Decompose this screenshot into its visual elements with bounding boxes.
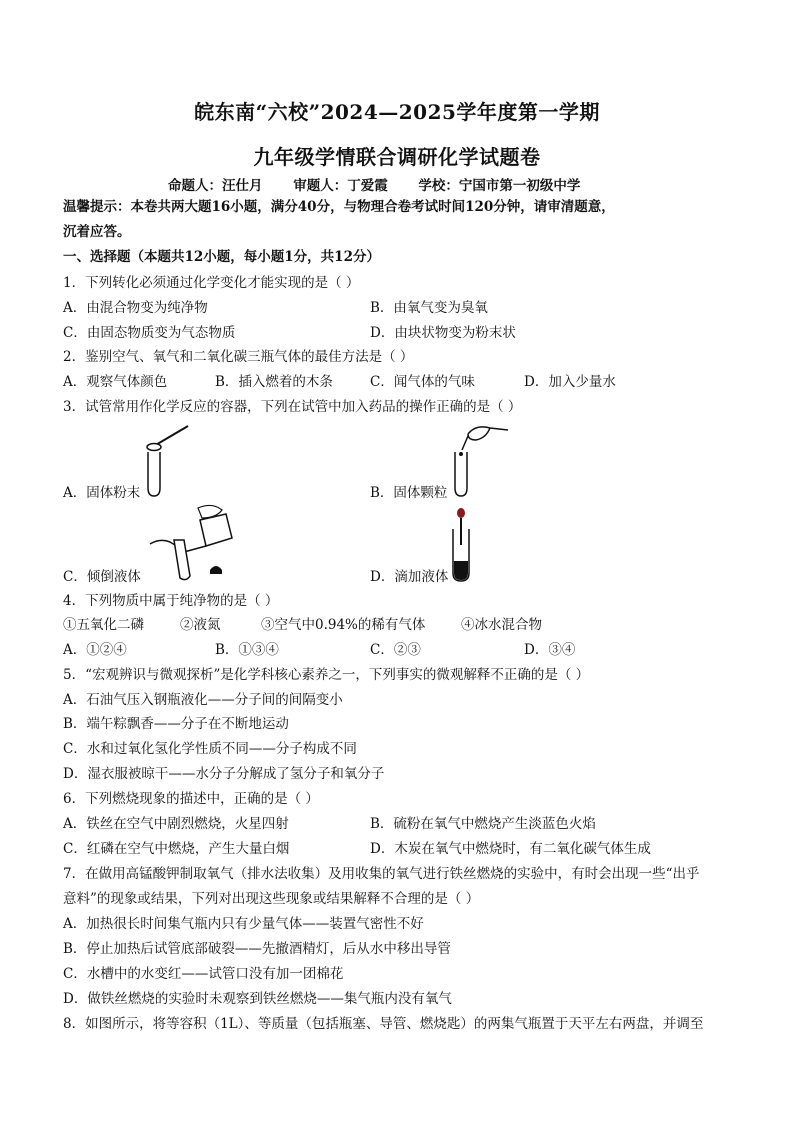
q2-option-b: B．插入燃着的木条: [215, 374, 333, 390]
notice-line2: 沉着应答。: [63, 224, 131, 240]
q1-stem: 1．下列转化必须通过化学变化才能实现的是（ ）: [63, 275, 360, 291]
q6-option-c: C．红磷在空气中燃烧，产生大量白烟: [63, 841, 290, 857]
reviewer: 审题人：丁爱霞: [293, 178, 388, 194]
q7-option-c: C．水槽中的水变红——试管口没有加一团棉花: [63, 966, 344, 982]
q1-option-c: C．由固态物质变为气态物质: [63, 325, 236, 341]
q8-stem: 8．如图所示，将等容积（1L）、等质量（包括瓶塞、导管、燃烧匙）的两集气瓶置于天平左右两盘，并调至: [63, 1016, 704, 1032]
test-tube-granule-figure: [446, 420, 512, 500]
q5-option-b: B．端午粽飘香——分子在不断地运动: [63, 716, 289, 732]
exam-title-line2: 九年级学情联合调研化学试题卷: [253, 145, 541, 169]
q4-stem: 4．下列物质中属于纯净物的是（ ）: [63, 593, 279, 609]
q6-option-d: D．木炭在氧气中燃烧时，有二氧化碳气体生成: [370, 841, 651, 857]
q7-option-a: A．加热很长时间集气瓶内只有少量气体——装置气密性不好: [63, 916, 424, 932]
q7-option-b: B．停止加热后试管底部破裂——先撤酒精灯，后从水中移出导管: [63, 941, 451, 957]
school: 学校：宁国市第一初级中学: [418, 178, 581, 194]
q3-option-b: B．固体颗粒: [370, 485, 448, 501]
exam-title-line1: 皖东南“六校”2024—2025学年度第一学期: [194, 100, 600, 124]
notice-line1: 温馨提示：本卷共两大题16小题，满分40分，与物理合卷考试时间120分钟，请审清题意，: [63, 199, 615, 215]
q3-option-a: A．固体粉末: [63, 485, 141, 501]
q7-stem-line2: 意料”的现象或结果，下列对出现这些现象或结果解释不合理的是（ ）: [63, 891, 480, 907]
test-tube-powder-figure: [140, 420, 200, 500]
q4-option-d: D．③④: [524, 642, 576, 658]
author-line: [168, 174, 606, 194]
q2-option-d: D．加入少量水: [524, 374, 616, 390]
q2-stem: 2．鉴别空气、氧气和二氧化碳三瓶气体的最佳方法是（ ）: [63, 349, 414, 365]
q3-option-c: C．倾倒液体: [63, 569, 141, 585]
dropper-figure: [444, 505, 484, 585]
q4-item-2: ②液氮: [180, 617, 221, 633]
q7-stem-line1: 7．在做用高锰酸钾制取氧气（排水法收集）及用收集的氧气进行铁丝燃烧的实验中，有时会出现一些“出乎: [63, 866, 700, 882]
q2-option-a: A．观察气体颜色: [63, 374, 168, 390]
q5-option-a: A．石油气压入钢瓶液化——分子间的间隔变小: [63, 692, 343, 708]
q6-stem: 6．下列燃烧现象的描述中，正确的是（ ）: [63, 791, 319, 807]
q3-option-d: D．滴加液体: [370, 569, 449, 585]
q4-item-3: ③空气中0.94%的稀有气体: [261, 617, 426, 633]
q6-option-a: A．铁丝在空气中剧烈燃烧，火星四射: [63, 816, 289, 832]
q5-stem: 5．“宏观辨识与微观探析”是化学科核心素养之一，下列事实的微观解释不正确的是（ ）: [63, 667, 590, 683]
q4-option-c: C．②③: [370, 642, 421, 658]
q4-item-1: ①五氧化二磷: [63, 617, 144, 633]
q7-option-d: D．做铁丝燃烧的实验时未观察到铁丝燃烧——集气瓶内没有氧气: [63, 991, 452, 1007]
pouring-liquid-figure: [140, 500, 240, 585]
proposer: 命题人：汪仕月: [168, 178, 263, 194]
section-heading: 一、选择题（本题共12小题，每小题1分，共12分）: [63, 249, 380, 265]
q4-option-a: A．①②④: [63, 642, 127, 658]
q6-option-b: B．硫粉在氧气中燃烧产生淡蓝色火焰: [370, 816, 596, 832]
q4-option-b: B．①③④: [215, 642, 279, 658]
q2-option-c: C．闻气体的气味: [370, 374, 475, 390]
q5-option-c: C．水和过氧化氢化学性质不同——分子构成不同: [63, 741, 357, 757]
q5-option-d: D．湿衣服被晾干——水分子分解成了氢分子和氧分子: [63, 766, 385, 782]
q1-option-d: D．由块状物变为粉末状: [370, 325, 516, 341]
q1-option-b: B．由氧气变为臭氧: [370, 300, 488, 316]
q4-item-4: ④冰水混合物: [461, 617, 542, 633]
q3-stem: 3．试管常用作化学反应的容器，下列在试管中加入药品的操作正确的是（ ）: [63, 399, 522, 415]
q1-option-a: A．由混合物变为纯净物: [63, 300, 208, 316]
